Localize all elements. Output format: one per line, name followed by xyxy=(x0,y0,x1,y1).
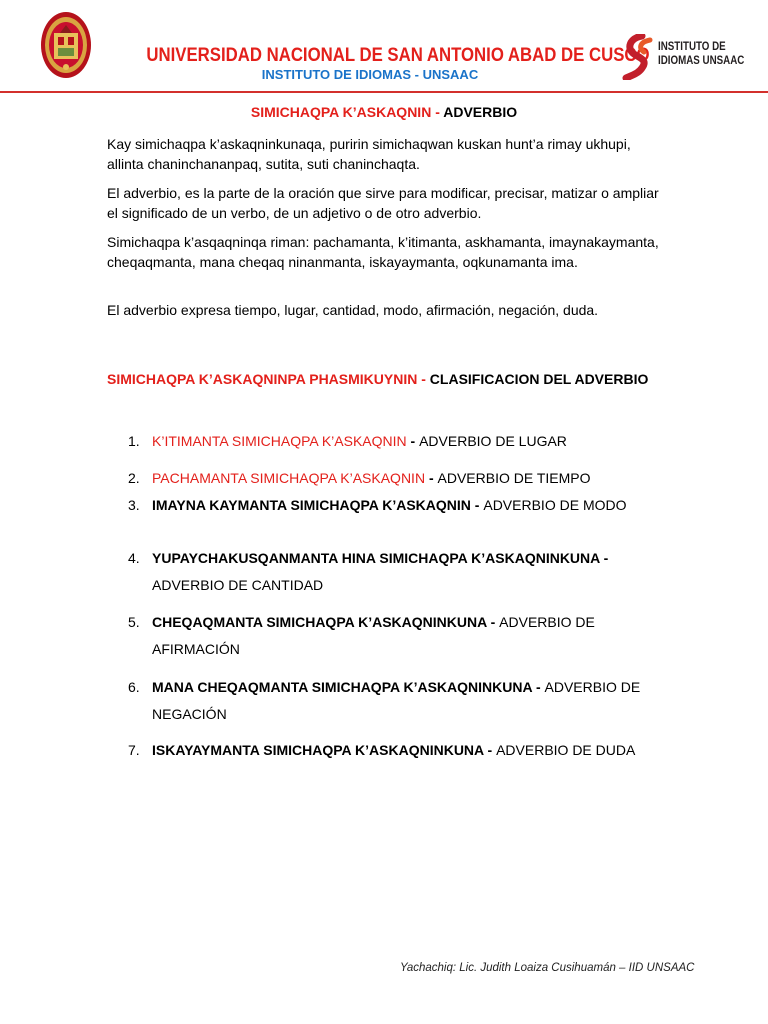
section-title-quechua: SIMICHAQPA K’ASKAQNIN - xyxy=(250,104,444,120)
classification-heading xyxy=(107,366,667,393)
list-item-number: 4. xyxy=(128,550,140,566)
institute-subtitle: INSTITUTO DE IDIOMAS - UNSAAC xyxy=(261,67,479,82)
list-item-quechua: IMAYNA KAYMANTA SIMICHAQPA K’ASKAQNIN xyxy=(152,497,471,513)
list-item-dash: - xyxy=(599,550,609,566)
list-item-spanish: ADVERBIO DE LUGAR xyxy=(419,433,567,449)
list-item-spanish: ADVERBIO DE DUDA xyxy=(496,742,636,758)
list-item-spanish: ADVERBIO DE CANTIDAD xyxy=(152,576,324,593)
paragraph-quechua-definition: Kay simichaqpa k’askaqninkunaqa, puririn simichaqwan kuskan hunt’a rimay ukhupi, allinta chaninchananpaq, sutita, suti chaninchaqta. xyxy=(107,136,631,172)
footer-author: Yachachiq: Lic. Judith Loaiza Cusihuamán – IID UNSAAC xyxy=(400,962,695,974)
list-item-spanish: ADVERBIO DE NEGACIÓN xyxy=(152,679,641,722)
list-item-quechua: K’ITIMANTA SIMICHAQPA K’ASKAQNIN xyxy=(152,433,407,449)
list-item-quechua: MANA CHEQAQMANTA SIMICHAQPA K’ASKAQNINKUNA xyxy=(152,679,533,695)
institute-logo-text xyxy=(658,40,744,68)
list-item-quechua: ISKAYAYMANTA SIMICHAQPA K’ASKAQNINKUNA xyxy=(152,742,484,758)
university-seal-icon xyxy=(40,11,92,79)
section-title-spanish: ADVERBIO xyxy=(443,104,518,120)
university-name: UNIVERSIDAD NACIONAL DE SAN ANTONIO ABAD DE CUSCO xyxy=(146,44,650,66)
list-item-number: 5. xyxy=(128,614,140,630)
list-item-dash: - xyxy=(470,497,484,513)
list-item-number: 3. xyxy=(128,497,140,513)
list-item-spanish: ADVERBIO DE TIEMPO xyxy=(437,470,591,486)
classification-quechua: SIMICHAQPA K’ASKAQNINPA PHASMIKUYNIN - xyxy=(107,371,430,387)
document-header xyxy=(0,0,768,96)
paragraph-spanish-types: El adverbio expresa tiempo, lugar, cantidad, modo, afirmación, negación, duda. xyxy=(107,302,599,318)
institute-logo-icon xyxy=(622,34,656,80)
section-title xyxy=(0,104,768,120)
list-item-dash: - xyxy=(532,679,545,695)
list-item-dash: - xyxy=(425,470,438,486)
list-item-number: 7. xyxy=(128,742,140,758)
list-item-number: 6. xyxy=(128,679,140,695)
classification-spanish: CLASIFICACION DEL ADVERBIO xyxy=(429,371,649,387)
logo-line-2: IDIOMAS UNSAAC xyxy=(658,55,745,67)
list-item-dash: - xyxy=(486,614,500,630)
list-item-number: 2. xyxy=(128,470,140,486)
logo-line-1: INSTITUTO DE xyxy=(658,41,726,53)
list-item-quechua: PACHAMANTA SIMICHAQPA K’ASKAQNIN xyxy=(152,470,426,486)
paragraph-quechua-types: Simichaqpa k’asqaqninqa riman: pachamanta, k’itimanta, askhamanta, imaynakaymanta, cheqaqmanta, mana cheqaq ninanmanta, iskayaymanta, oqkunamanta ima. xyxy=(107,234,659,270)
list-item-dash: - xyxy=(483,742,497,758)
list-item-spanish: ADVERBIO DE AFIRMACIÓN xyxy=(152,614,595,657)
paragraph-spanish-definition: El adverbio, es la parte de la oración que sirve para modificar, precisar, matizar o ampliar el significado de un verbo, de un adjetivo o de otro adverbio. xyxy=(107,185,659,221)
list-item-quechua: YUPAYCHAKUSQANMANTA HINA SIMICHAQPA K’ASKAQNINKUNA xyxy=(152,550,600,566)
list-item-spanish: ADVERBIO DE MODO xyxy=(483,497,627,513)
header-divider xyxy=(0,91,768,93)
institute-logo xyxy=(622,34,745,82)
list-item-quechua: CHEQAQMANTA SIMICHAQPA K’ASKAQNINKUNA xyxy=(152,614,487,630)
list-item-number: 1. xyxy=(128,433,140,449)
list-item-dash: - xyxy=(406,433,420,449)
